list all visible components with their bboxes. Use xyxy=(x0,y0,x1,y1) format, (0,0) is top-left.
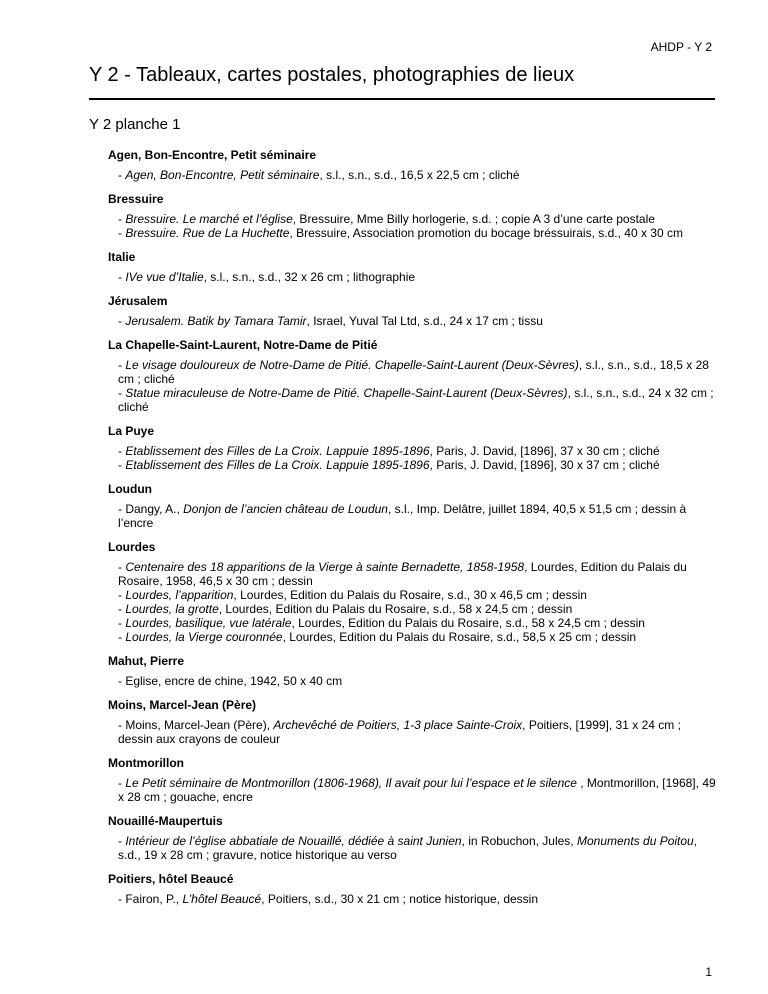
catalog-section xyxy=(108,338,716,414)
catalog-entry: - Eglise, encre de chine, 1942, 50 x 40 cm xyxy=(118,674,343,688)
catalog-entry: - Bressuire. Rue de La Huchette, Bressuire, Association promotion du bocage bréssuirais, s.d., 40 x 30 cm xyxy=(118,226,683,240)
section-heading: Loudun xyxy=(108,482,152,496)
catalog-entry: - Etablissement des Filles de La Croix. Lappuie 1895-1896, Paris, J. David, [1896], 30 x 37 cm ; cliché xyxy=(118,458,660,472)
catalog-section xyxy=(108,540,716,644)
section-heading: Jérusalem xyxy=(108,294,168,308)
section-heading: Moins, Marcel-Jean (Père) xyxy=(108,698,257,712)
catalog-section xyxy=(108,756,716,804)
catalog-entry: - Lourdes, l’apparition, Lourdes, Edition du Palais du Rosaire, s.d., 30 x 46,5 cm ; dessin xyxy=(118,588,587,602)
page-title: Y 2 - Tableaux, cartes postales, photographies de lieux xyxy=(89,64,575,86)
catalog-entry: - Lourdes, la grotte, Lourdes, Edition du Palais du Rosaire, s.d., 58 x 24,5 cm ; dessin xyxy=(118,602,573,616)
section-heading: Bressuire xyxy=(108,192,164,206)
catalog-section xyxy=(108,424,716,472)
section-heading: La Chapelle-Saint-Laurent, Notre-Dame de Pitié xyxy=(108,338,378,352)
section-heading: Nouaillé-Maupertuis xyxy=(108,814,223,828)
catalog-content xyxy=(108,148,716,916)
section-heading: Montmorillon xyxy=(108,756,184,770)
title-divider xyxy=(89,98,715,100)
catalog-section xyxy=(108,192,716,240)
catalog-entry: - Fairon, P., L’hôtel Beaucé, Poitiers, s.d., 30 x 21 cm ; notice historique, dessin xyxy=(118,892,539,906)
catalog-entry: - Dangy, A., Donjon de l’ancien château de Loudun, s.l., Imp. Delâtre, juillet 1894, 40,5 x 51,5 cm ; dessin à l’encre xyxy=(118,502,687,530)
plate-heading: Y 2 planche 1 xyxy=(89,116,181,133)
catalog-entry: - IVe vue d’Italie, s.l., s.n., s.d., 32 x 26 cm ; lithographie xyxy=(118,270,416,284)
catalog-entry: - Lourdes, la Vierge couronnée, Lourdes, Edition du Palais du Rosaire, s.d., 58,5 x 25 cm ; dessin xyxy=(118,630,637,644)
catalog-entry: - Le visage douloureux de Notre-Dame de Pitié. Chapelle-Saint-Laurent (Deux-Sèvres), s.l., s.n., s.d., 18,5 x 28 cm ; cliché xyxy=(118,358,709,386)
catalog-section xyxy=(108,148,716,182)
catalog-entry: - Statue miraculeuse de Notre-Dame de Pitié. Chapelle-Saint-Laurent (Deux-Sèvres), s.l., s.n., s.d., 24 x 32 cm ; cliché xyxy=(118,386,714,414)
section-heading: Mahut, Pierre xyxy=(108,654,185,668)
section-heading: Poitiers, hôtel Beaucé xyxy=(108,872,234,886)
page-number: 1 xyxy=(705,965,712,979)
catalog-section xyxy=(108,250,716,284)
catalog-section xyxy=(108,698,716,746)
catalog-entry: - Jerusalem. Batik by Tamara Tamir, Israel, Yuval Tal Ltd, s.d., 24 x 17 cm ; tissu xyxy=(118,314,543,328)
section-heading: Agen, Bon-Encontre, Petit séminaire xyxy=(108,148,317,162)
catalog-entry: - Agen, Bon-Encontre, Petit séminaire, s.l., s.n., s.d., 16,5 x 22,5 cm ; cliché xyxy=(118,168,520,182)
catalog-entry: - Intérieur de l’église abbatiale de Nouaillé, dédiée à saint Junien, in Robuchon, Jules, Monuments du Poitou, s.d., 19 x 28 cm ; gravure, notice historique au verso xyxy=(118,834,698,862)
catalog-entry: - Centenaire des 18 apparitions de la Vierge à sainte Bernadette, 1858-1958, Lourdes, Edition du Palais du Rosaire, 1958, 46,5 x 30 cm ; dessin xyxy=(118,560,687,588)
catalog-section xyxy=(108,872,716,906)
catalog-section xyxy=(108,482,716,530)
section-heading: Lourdes xyxy=(108,540,156,554)
catalog-entry: - Moins, Marcel-Jean (Père), Archevêché de Poitiers, 1-3 place Sainte-Croix, Poitiers, [1999], 31 x 24 cm ; dessin aux crayons de couleur xyxy=(118,718,681,746)
section-heading: Italie xyxy=(108,250,136,264)
catalog-entry: - Bressuire. Le marché et l’église, Bressuire, Mme Billy horlogerie, s.d. ; copie A 3 d’une carte postale xyxy=(118,212,655,226)
catalog-entry: - Le Petit séminaire de Montmorillon (1806-1968), Il avait pour lui l’espace et le silence , Montmorillon, [1968], 49 x 28 cm ; gouache, encre xyxy=(118,776,716,804)
catalog-entry: - Lourdes, basilique, vue latérale, Lourdes, Edition du Palais du Rosaire, s.d., 58 x 24,5 cm ; dessin xyxy=(118,616,645,630)
document-code: AHDP - Y 2 xyxy=(650,40,712,54)
catalog-entry: - Etablissement des Filles de La Croix. Lappuie 1895-1896, Paris, J. David, [1896], 37 x 30 cm ; cliché xyxy=(118,444,660,458)
section-heading: La Puye xyxy=(108,424,155,438)
catalog-section xyxy=(108,654,716,688)
catalog-section xyxy=(108,814,716,862)
catalog-section xyxy=(108,294,716,328)
